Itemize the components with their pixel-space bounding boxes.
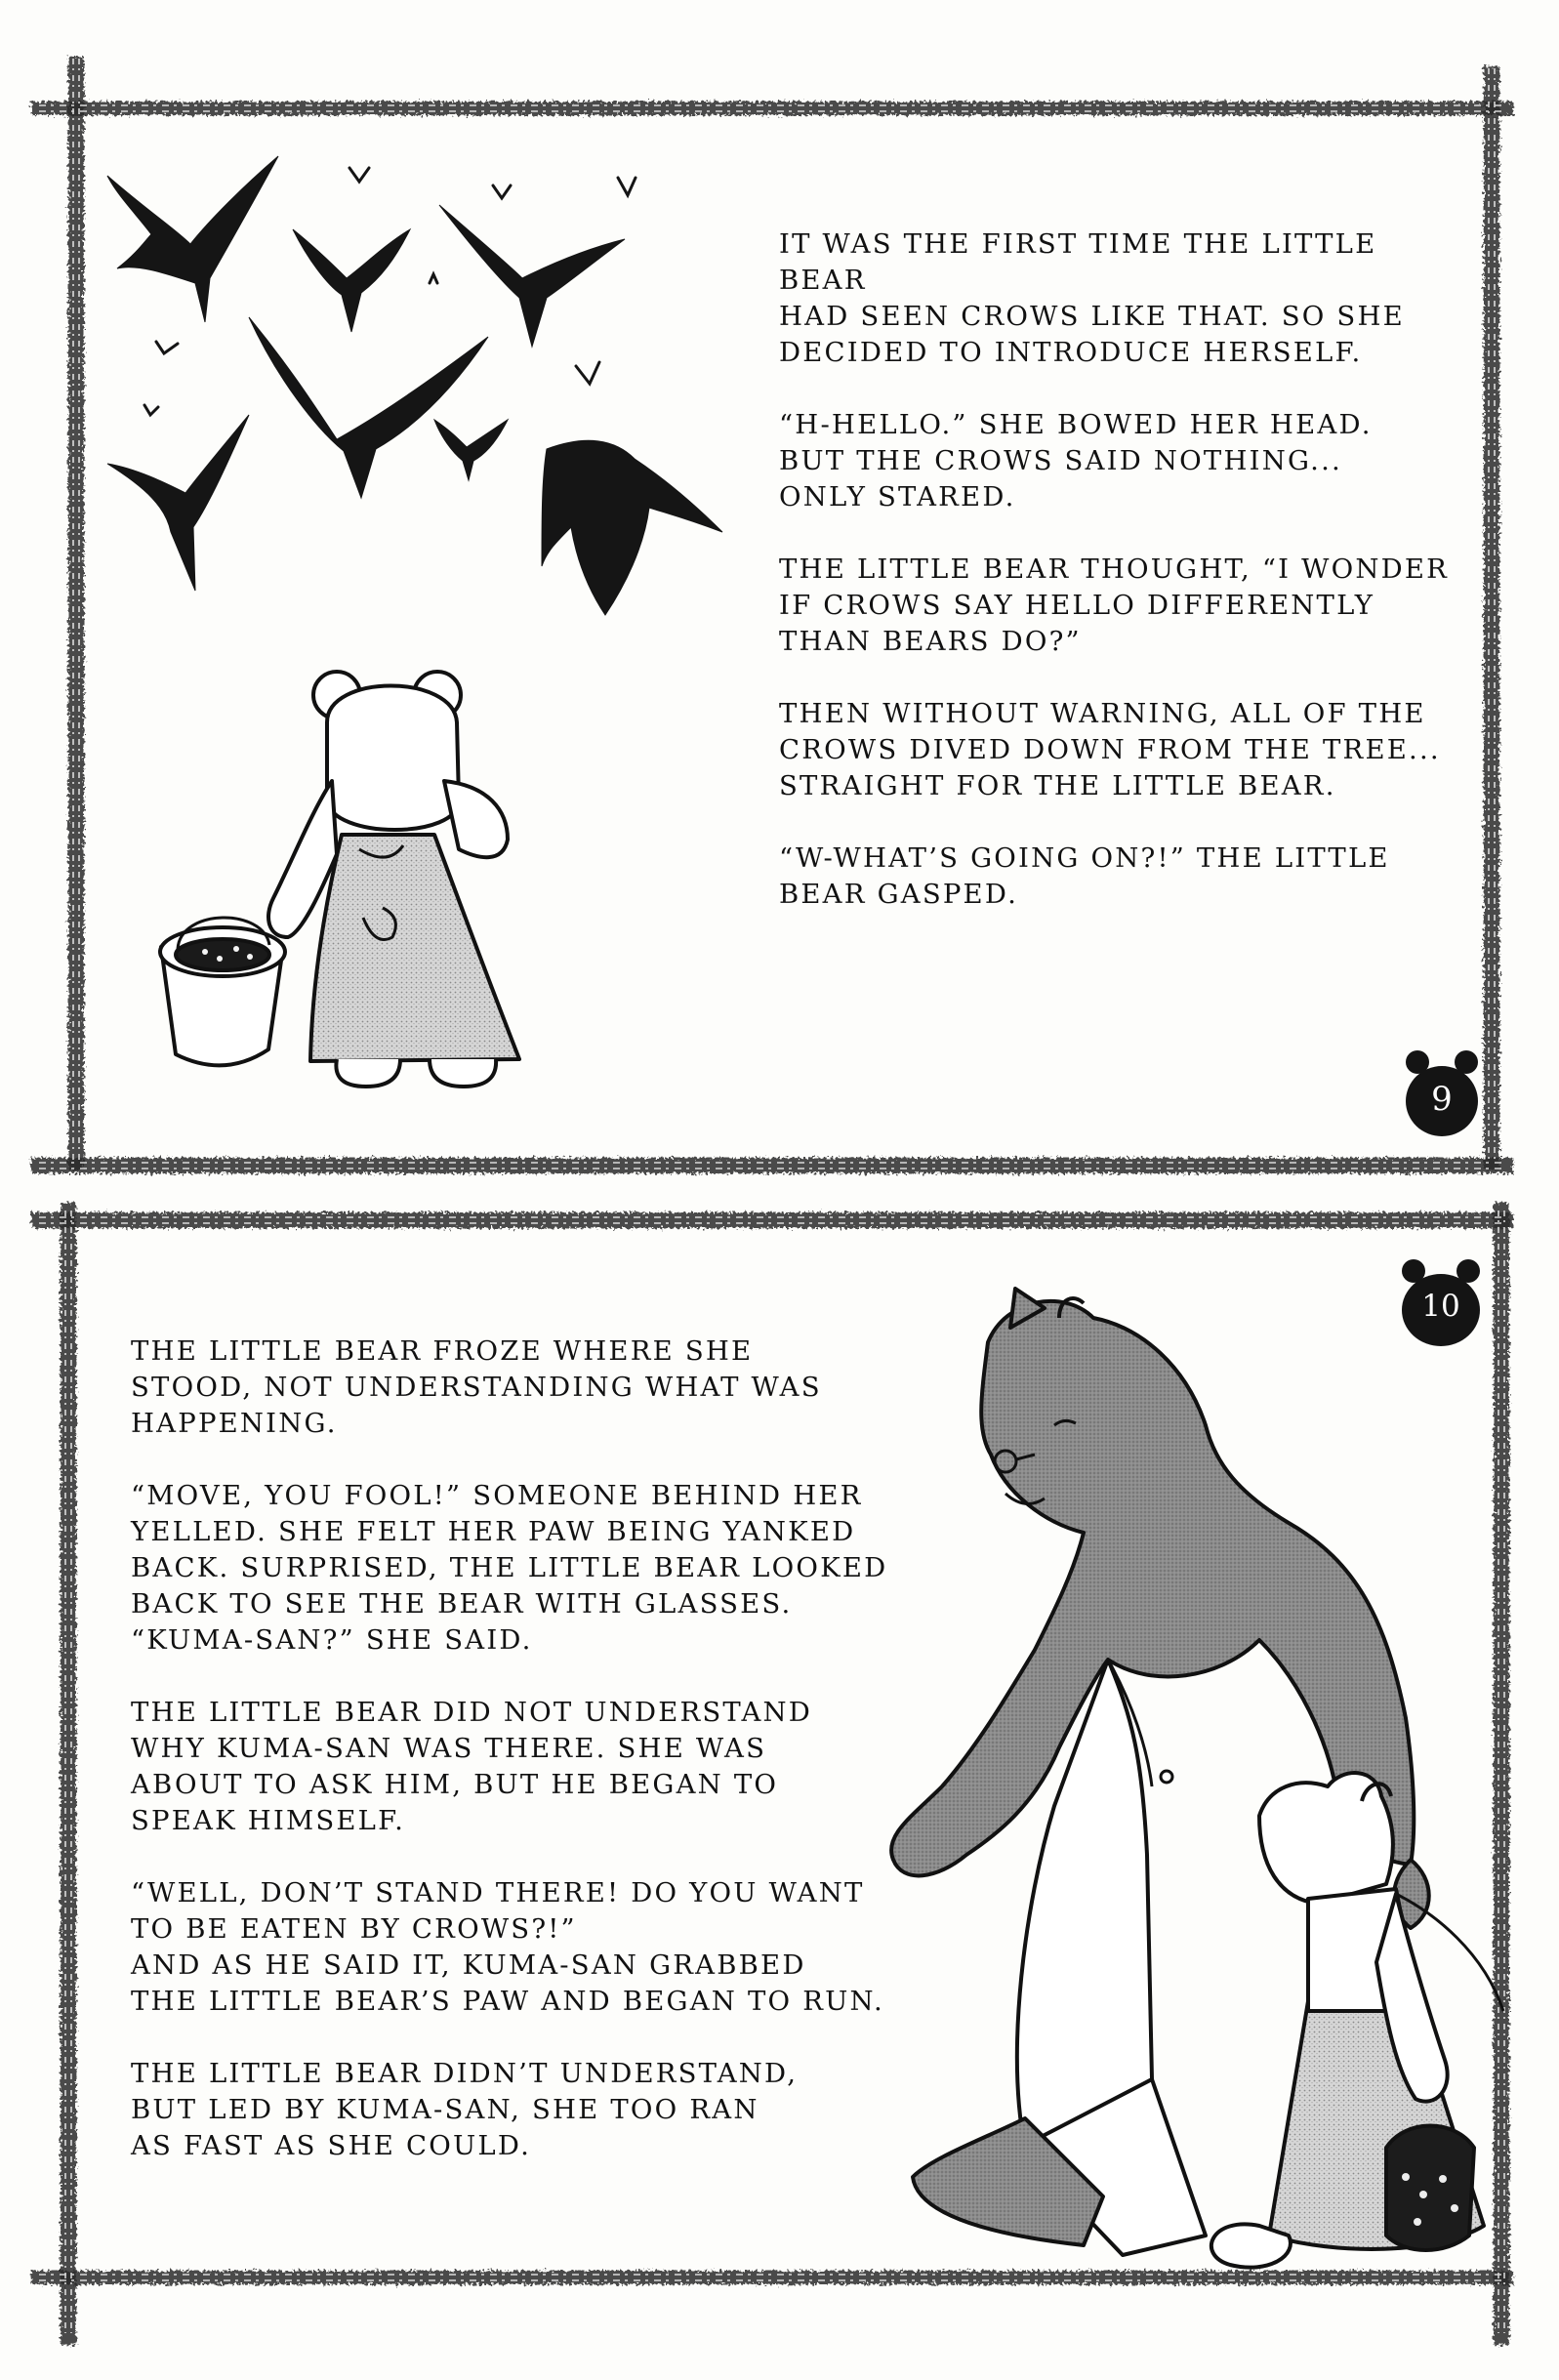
story-paragraph: THE LITTLE BEAR DIDN’T UNDERSTAND, BUT LED BY KUMA-SAN, SHE TOO RAN AS FAST AS SHE COULD. — [131, 2058, 799, 2161]
story-paragraph: IT WAS THE FIRST TIME THE LITTLE BEAR HAD SEEN CROWS LIKE THAT. SO SHE DECIDED TO INTRODUCE HERSELF. — [779, 228, 1405, 368]
story-paragraph: THE LITTLE BEAR FROZE WHERE SHE STOOD, NOT UNDERSTANDING WHAT WAS HAPPENING. — [131, 1335, 822, 1439]
story-paragraph: “WELL, DON’T STAND THERE! DO YOU WANT TO BE EATEN BY CROWS?!” AND AS HE SAID IT, KUMA-SAN GRABBED THE LITTLE BEAR’S PAW AND BEGAN TO RUN. — [131, 1877, 884, 2017]
story-paragraph: “H-HELLO.” SHE BOWED HER HEAD. BUT THE CROWS SAID NOTHING... ONLY STARED. — [779, 409, 1373, 513]
page-number-10: 10 — [1421, 1289, 1460, 1324]
little-bear-running-illustration — [1211, 1773, 1484, 2268]
story-paragraph: THE LITTLE BEAR DID NOT UNDERSTAND WHY KUMA-SAN WAS THERE. SHE WAS ABOUT TO ASK HIM, BUT HE BEGAN TO SPEAK HIMSELF. — [131, 1697, 813, 1836]
story-paragraph: “W-WHAT’S GOING ON?!” THE LITTLE BEAR GASPED. — [779, 842, 1390, 910]
story-text-page-10 — [131, 1334, 912, 2164]
story-paragraph: “MOVE, YOU FOOL!” SOMEONE BEHIND HER YELLED. SHE FELT HER PAW BEING YANKED BACK. SURPRISED, THE LITTLE BEAR LOOKED BACK TO SEE THE BEAR WITH GLASSES. “KUMA-SAN?” SHE SAID. — [131, 1480, 888, 1656]
page-number-9: 9 — [1431, 1080, 1453, 1119]
story-paragraph: THE LITTLE BEAR THOUGHT, “I WONDER IF CROWS SAY HELLO DIFFERENTLY THAN BEARS DO?” — [779, 554, 1450, 657]
crows-illustration — [107, 156, 722, 615]
little-bear-back-illustration — [160, 672, 519, 1087]
story-paragraph: THEN WITHOUT WARNING, ALL OF THE CROWS DIVED DOWN FROM THE TREE... STRAIGHT FOR THE LITTLE BEAR. — [779, 698, 1441, 801]
story-text-page-9 — [779, 226, 1462, 913]
